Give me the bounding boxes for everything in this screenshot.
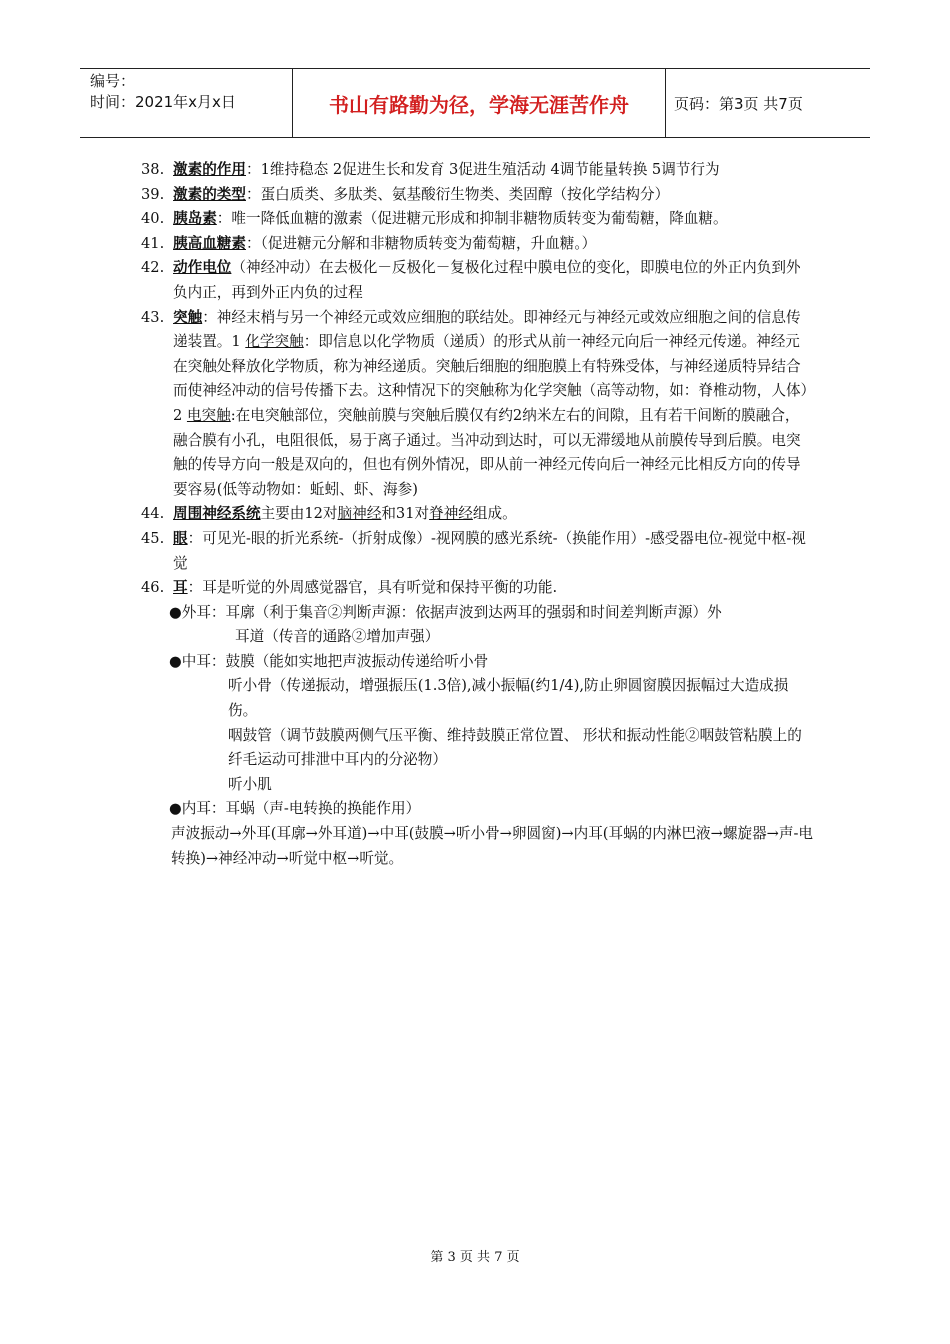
- header-motto: 书山有路勤为径，学海无涯苦作舟: [292, 69, 666, 137]
- term: 胰岛素: [173, 210, 217, 228]
- list-item-38: 38. 激素的作用：1维持稳态 2促进生长和发育 3促进生殖活动 4调节能量转换 5调节行为: [141, 161, 720, 178]
- list-item-44: 44. 周围神经系统主要由12对脑神经和31对脊神经组成。: [141, 505, 517, 523]
- term: 眼: [173, 529, 188, 547]
- list-item-42: 42. 动作电位（神经冲动）在去极化－反极化－复极化过程中膜电位的变化，即膜电位的外正内负到外负内正，再到外正内负的过程: [141, 259, 801, 301]
- list-item-43: 43. 突触：神经末梢与另一个神经元或效应细胞的联结处。即神经元与神经元或效应细胞之间的信息传递装置。1 化学突触：即信息以化学物质（递质）的形式从前一神经元向后一神经元传递。神经元在突触处释放化学物质，称为神经递质。突触后细胞的细胞膜上有特殊受体，与神经递质特异结合而使神经冲动的信号传播下去。这种情况下的突触称为化学突触（高等动物，如：脊椎动物，人体）2 电突触:在电突触部位，突触前膜与突触后膜仅有约2纳米左右的间隙，且有若干间断的膜融合，融合膜有小孔，电阻很低，易于离子通过。当冲动到达时，可以无滞缓地从前膜传导到后膜。电突触的传导方向一般是双向的，但也有例外情况，即从前一神经元传向后一神经元比相反方向的传导要容易(低等动物如：蚯蚓、虾、海参): [141, 308, 808, 498]
- middle-ear-muscles: 听小肌: [228, 775, 272, 793]
- outer-ear: ●外耳：耳廓（利于集音②判断声源：依据声波到达两耳的强弱和时间差判断声源）外 耳道（传音的通路②增加声强）: [169, 603, 722, 646]
- list-item-45: 45. 眼：可见光-眼的折光系统-（折射成像）-视网膜的感光系统-（换能作用）-感受器电位-视觉中枢-视觉: [141, 529, 806, 572]
- term: 激素的类型: [173, 185, 246, 203]
- header-time: 时间：2021年x月x日: [90, 93, 236, 111]
- term: 突触: [173, 308, 203, 326]
- hearing-pathway: 声波振动→外耳(耳廓→外耳道)→中耳(鼓膜→听小骨→卵圆窗)→内耳(耳蜗的内淋巴液→螺旋器→声-电转换)→神经冲动→听觉中枢→听觉。: [171, 825, 814, 867]
- page-header: [80, 68, 870, 138]
- header-meta: [80, 69, 292, 137]
- term: 动作电位: [173, 259, 232, 277]
- header-number-label: 编号：: [90, 72, 136, 90]
- term: 周围神经系统: [173, 505, 261, 523]
- list-item-39: 39. 激素的类型：蛋白质类、多肽类、氨基酸衍生物类、类固醇（按化学结构分）: [141, 185, 670, 203]
- term: 耳: [173, 579, 188, 597]
- ossicles: 听小骨（传递振动，增强振压(1.3倍),减小振幅(约1/4),防止卵圆窗膜因振幅过大造成损伤。: [228, 677, 789, 720]
- term: 激素的作用: [173, 161, 246, 178]
- inner-ear: ●内耳：耳蜗（声-电转换的换能作用）: [169, 800, 421, 818]
- document-body: [141, 158, 813, 871]
- middle-ear: ●中耳：鼓膜（能如实地把声波振动传递给听小骨: [169, 652, 489, 670]
- page-footer: 第 3 页 共 7 页: [430, 1250, 520, 1265]
- eustachian-tube: 咽鼓管（调节鼓膜两侧气压平衡、维持鼓膜正常位置、 形状和振动性能②咽鼓管粘膜上的纤毛运动可排泄中耳内的分泌物）: [228, 726, 802, 769]
- list-item-40: 40. 胰岛素：唯一降低血糖的激素（促进糖元形成和抑制非糖物质转变为葡萄糖，降血糖。: [141, 210, 728, 228]
- term: 胰高血糖素: [173, 234, 246, 252]
- list-item-41: 41. 胰高血糖素：（促进糖元分解和非糖物质转变为葡萄糖，升血糖。）: [141, 234, 597, 252]
- list-item-46: 46. 耳：耳是听觉的外周感觉器官，具有听觉和保持平衡的功能.: [141, 579, 558, 597]
- header-page-number: 页码：第3页 共7页: [674, 94, 803, 113]
